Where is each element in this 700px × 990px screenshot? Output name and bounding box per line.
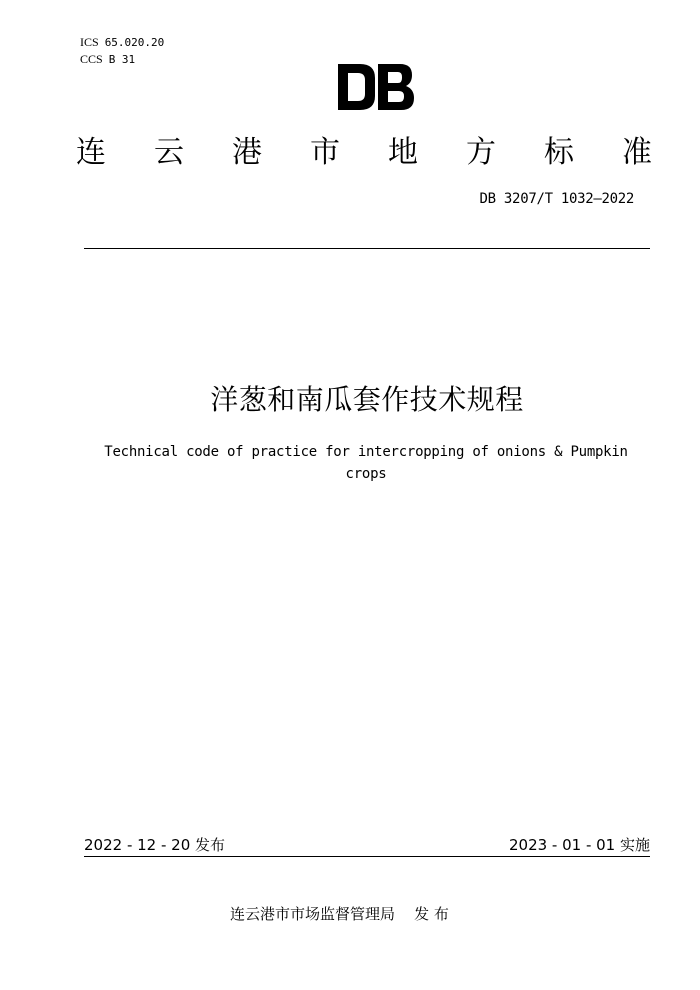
top-divider	[84, 248, 650, 249]
ics-line	[80, 34, 164, 51]
standard-code: DB 3207/T 1032—2022	[479, 191, 634, 207]
issuing-authority: 连云港市市场监督管理局 发 布	[230, 905, 449, 923]
ics-code: 65.020.20	[104, 36, 165, 49]
standard-name-char: 标	[544, 135, 574, 170]
db-logo	[338, 64, 414, 110]
ccs-code: B 31	[108, 53, 136, 66]
document-title-chinese: 洋葱和南瓜套作技术规程	[210, 383, 524, 416]
standard-name	[76, 134, 652, 172]
ccs-label: CCS	[80, 52, 103, 66]
standard-name-char: 地	[388, 135, 418, 170]
document-title-english: Technical code of practice for intercropping of onions & Pumpkin crops	[104, 444, 628, 482]
standard-name-char: 港	[232, 135, 262, 170]
standard-name-char: 连	[76, 135, 106, 170]
classification-block	[80, 34, 164, 68]
bottom-divider	[84, 856, 650, 857]
standard-name-char: 准	[622, 135, 652, 170]
implementation-date: 2023 - 01 - 01 实施	[508, 836, 650, 854]
standard-name-char: 方	[466, 135, 496, 170]
standard-name-char: 云	[154, 135, 184, 170]
ics-label: ICS	[80, 35, 99, 49]
issue-date: 2022 - 12 - 20 发布	[84, 836, 226, 854]
ccs-line	[80, 51, 164, 68]
standard-name-char: 市	[310, 135, 340, 170]
